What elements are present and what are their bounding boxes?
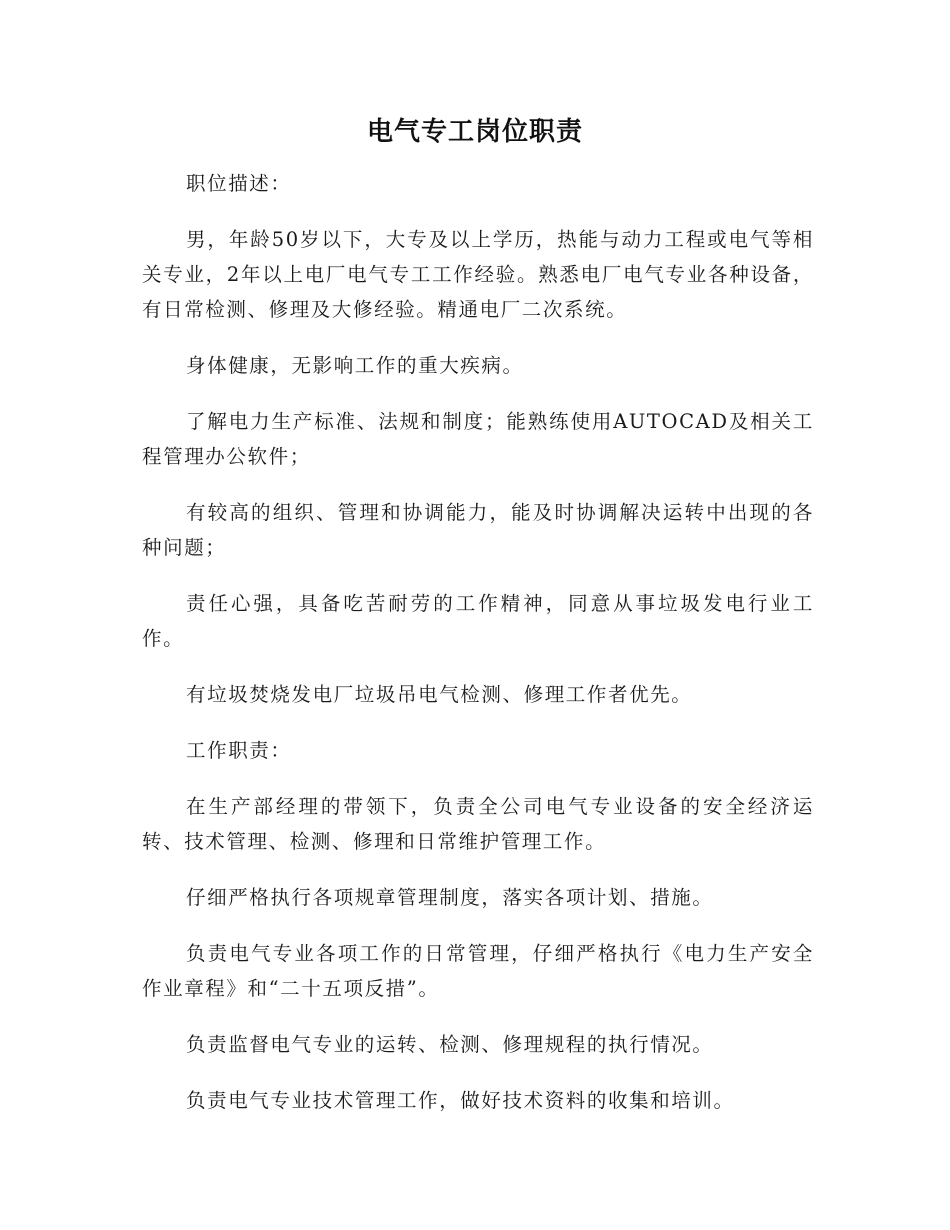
paragraph-job-duties-heading: 工作职责： bbox=[186, 739, 292, 762]
paragraph-knowledge: 了解电力生产标准、法规和制度；能熟练使用AUTOCAD及相关工程管理办公软件； bbox=[142, 410, 814, 468]
paragraph-attitude: 责任心强，具备吃苦耐劳的工作精神，同意从事垃圾发电行业工作。 bbox=[142, 592, 814, 650]
paragraph-requirements: 男，年龄50岁以下，大专及以上学历，热能与动力工程或电气等相关专业，2年以上电厂电气专工工作经验。熟悉电厂电气专业各种设备，有日常检测、修理及大修经验。精通电厂二次系统。 bbox=[142, 228, 814, 321]
paragraph-job-description-heading: 职位描述： bbox=[186, 172, 292, 195]
paragraph-duty-4: 负责监督电气专业的运转、检测、修理规程的执行情况。 bbox=[186, 1033, 714, 1056]
document-title: 电气专工岗位职责 bbox=[366, 117, 583, 147]
paragraph-health: 身体健康，无影响工作的重大疾病。 bbox=[186, 354, 524, 377]
paragraph-duty-5: 负责电气专业技术管理工作，做好技术资料的收集和培训。 bbox=[186, 1089, 735, 1112]
document-body bbox=[142, 166, 814, 1139]
paragraph-duty-2: 仔细严格执行各项规章管理制度，落实各项计划、措施。 bbox=[186, 886, 714, 909]
paragraph-abilities: 有较高的组织、管理和协调能力，能及时协调解决运转中出现的各种问题； bbox=[142, 501, 814, 559]
paragraph-duty-3: 负责电气专业各项工作的日常管理，仔细严格执行《电力生产安全作业章程》和“二十五项反措”。 bbox=[142, 942, 814, 1000]
paragraph-duty-1: 在生产部经理的带领下，负责全公司电气专业设备的安全经济运转、技术管理、检测、修理和日常维护管理工作。 bbox=[142, 795, 814, 853]
paragraph-preference: 有垃圾焚烧发电厂垃圾吊电气检测、修理工作者优先。 bbox=[186, 683, 693, 706]
